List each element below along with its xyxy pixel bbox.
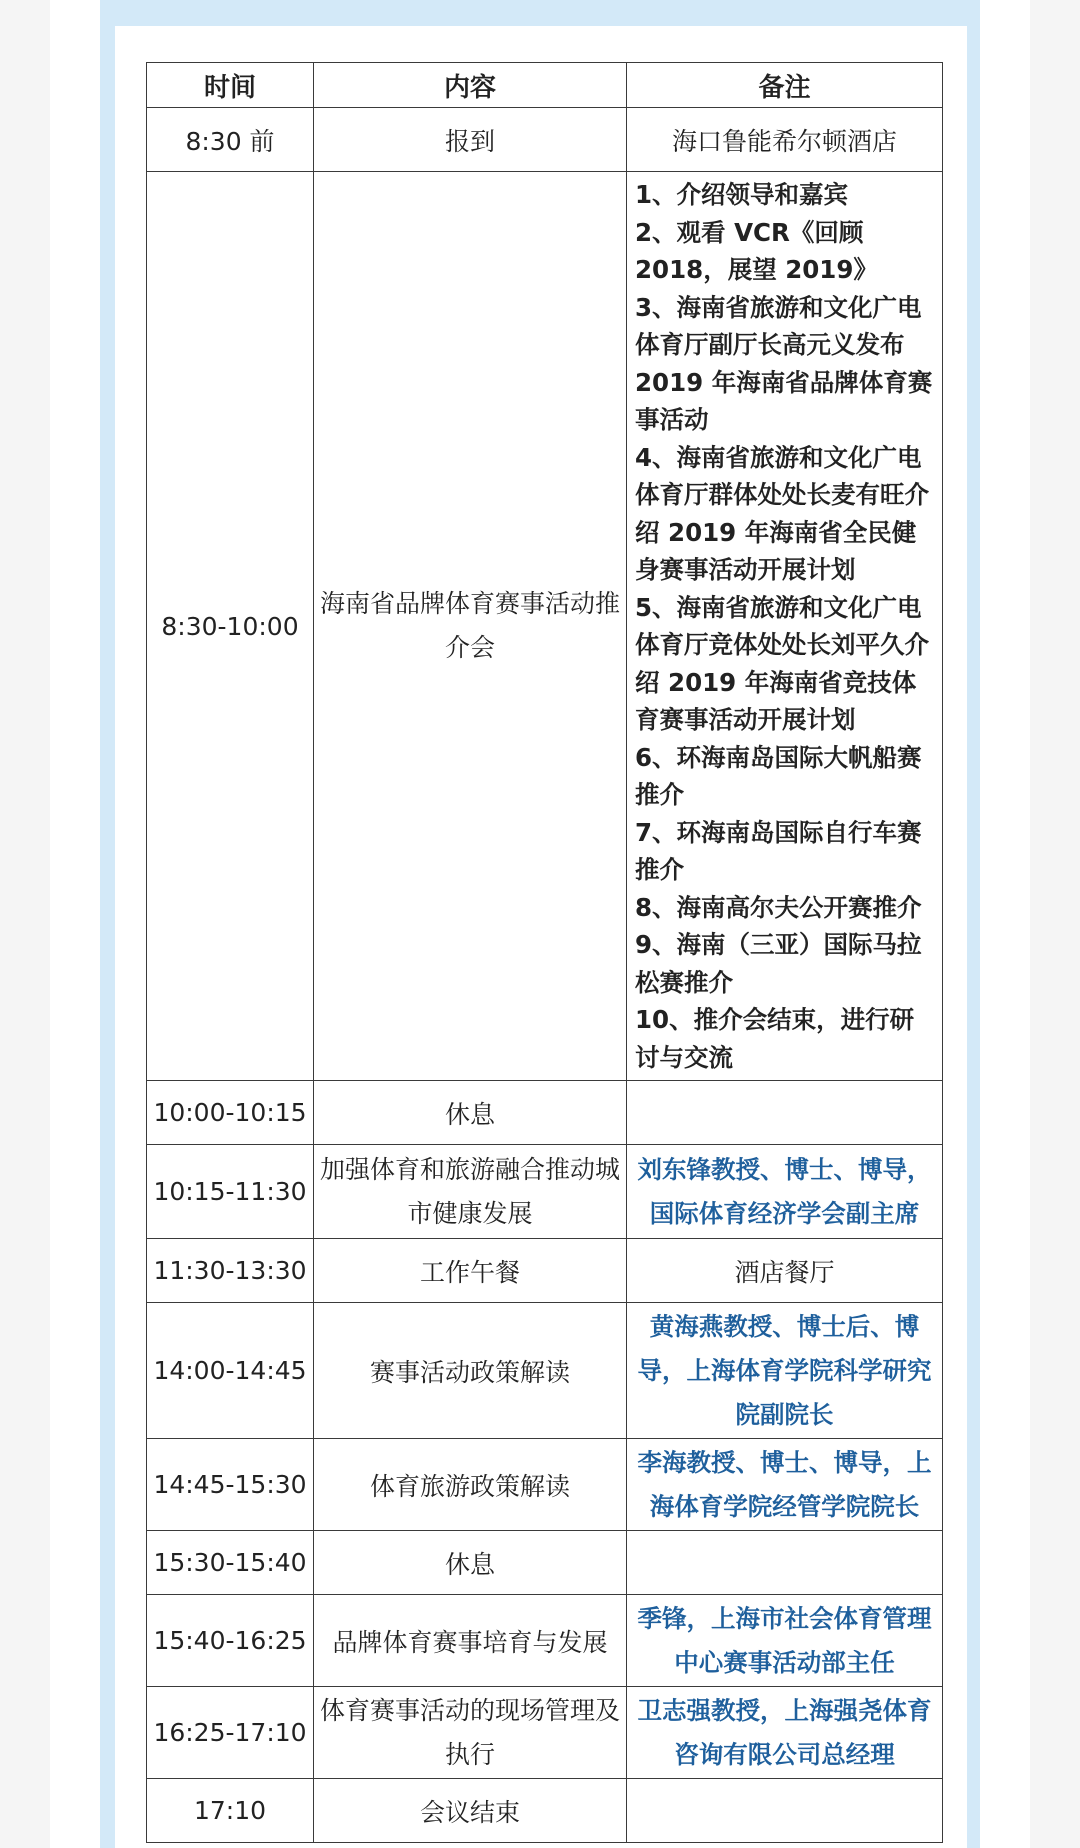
header-time: 时间: [147, 63, 314, 108]
header-content: 内容: [314, 63, 627, 108]
cell-time: 8:30 前: [147, 108, 314, 172]
cell-time: 17:10: [147, 1779, 314, 1843]
cell-content: 品牌体育赛事培育与发展: [314, 1595, 627, 1687]
list-item: 5、海南省旅游和文化广电体育厅竞体处处长刘平久介绍 2019 年海南省竞技体育赛事活动开展计划: [635, 592, 929, 734]
list-item: 6、环海南岛国际大帆船赛推介: [635, 742, 922, 809]
cell-content: 体育赛事活动的现场管理及执行: [314, 1687, 627, 1779]
list-item: 2、观看 VCR《回顾 2018，展望 2019》: [635, 217, 878, 284]
cell-content: 报到: [314, 108, 627, 172]
cell-note: [627, 1081, 943, 1145]
cell-time: 10:00-10:15: [147, 1081, 314, 1145]
list-item: 1、介绍领导和嘉宾: [635, 180, 849, 209]
cell-note: [627, 1531, 943, 1595]
list-item: 3、海南省旅游和文化广电体育厅副厅长高元义发布 2019 年海南省品牌体育赛事活动: [635, 292, 933, 434]
list-item: 9、海南（三亚）国际马拉松赛推介: [635, 930, 922, 997]
table-row: [147, 1779, 943, 1843]
table-row: [147, 1531, 943, 1595]
cell-time: 15:30-15:40: [147, 1531, 314, 1595]
cell-content: 体育旅游政策解读: [314, 1439, 627, 1531]
cell-note: 刘东锋教授、博士、博导，国际体育经济学会副主席: [627, 1145, 943, 1239]
table-row: [147, 108, 943, 172]
cell-note: 季锋，上海市社会体育管理中心赛事活动部主任: [627, 1595, 943, 1687]
table-header-row: [147, 63, 943, 108]
list-item: 4、海南省旅游和文化广电体育厅群体处处长麦有旺介绍 2019 年海南省全民健身赛事活动开展计划: [635, 442, 929, 584]
table-row: [147, 1239, 943, 1303]
cell-time: 11:30-13:30: [147, 1239, 314, 1303]
table-row: [147, 172, 943, 1081]
cell-note: 酒店餐厅: [627, 1239, 943, 1303]
cell-content: 休息: [314, 1531, 627, 1595]
list-item: 10、推介会结束，进行研讨与交流: [635, 1005, 915, 1072]
cell-time: 15:40-16:25: [147, 1595, 314, 1687]
cell-time: 14:00-14:45: [147, 1303, 314, 1439]
cell-time: 14:45-15:30: [147, 1439, 314, 1531]
list-item: 8、海南高尔夫公开赛推介: [635, 892, 922, 922]
cell-note-list: [627, 172, 943, 1081]
cell-note: [627, 1779, 943, 1843]
table-row: [147, 1595, 943, 1687]
schedule-table: [146, 62, 943, 1843]
cell-note: 海口鲁能希尔顿酒店: [627, 108, 943, 172]
cell-time: 16:25-17:10: [147, 1687, 314, 1779]
cell-note: 卫志强教授，上海强尧体育咨询有限公司总经理: [627, 1687, 943, 1779]
cell-content: 工作午餐: [314, 1239, 627, 1303]
cell-content: 赛事活动政策解读: [314, 1303, 627, 1439]
cell-content: 休息: [314, 1081, 627, 1145]
table-row: [147, 1687, 943, 1779]
table-row: [147, 1081, 943, 1145]
table-row: [147, 1439, 943, 1531]
cell-time: 10:15-11:30: [147, 1145, 314, 1239]
table-row: [147, 1145, 943, 1239]
header-note: 备注: [627, 63, 943, 108]
table-row: [147, 1303, 943, 1439]
cell-content: 会议结束: [314, 1779, 627, 1843]
cell-note: 黄海燕教授、博士后、博导，上海体育学院科学研究院副院长: [627, 1303, 943, 1439]
cell-note: 李海教授、博士、博导，上海体育学院经管学院院长: [627, 1439, 943, 1531]
list-item: 7、环海南岛国际自行车赛推介: [635, 817, 922, 884]
cell-content: 加强体育和旅游融合推动城市健康发展: [314, 1145, 627, 1239]
cell-time: 8:30-10:00: [147, 172, 314, 1081]
cell-content: 海南省品牌体育赛事活动推介会: [314, 172, 627, 1081]
